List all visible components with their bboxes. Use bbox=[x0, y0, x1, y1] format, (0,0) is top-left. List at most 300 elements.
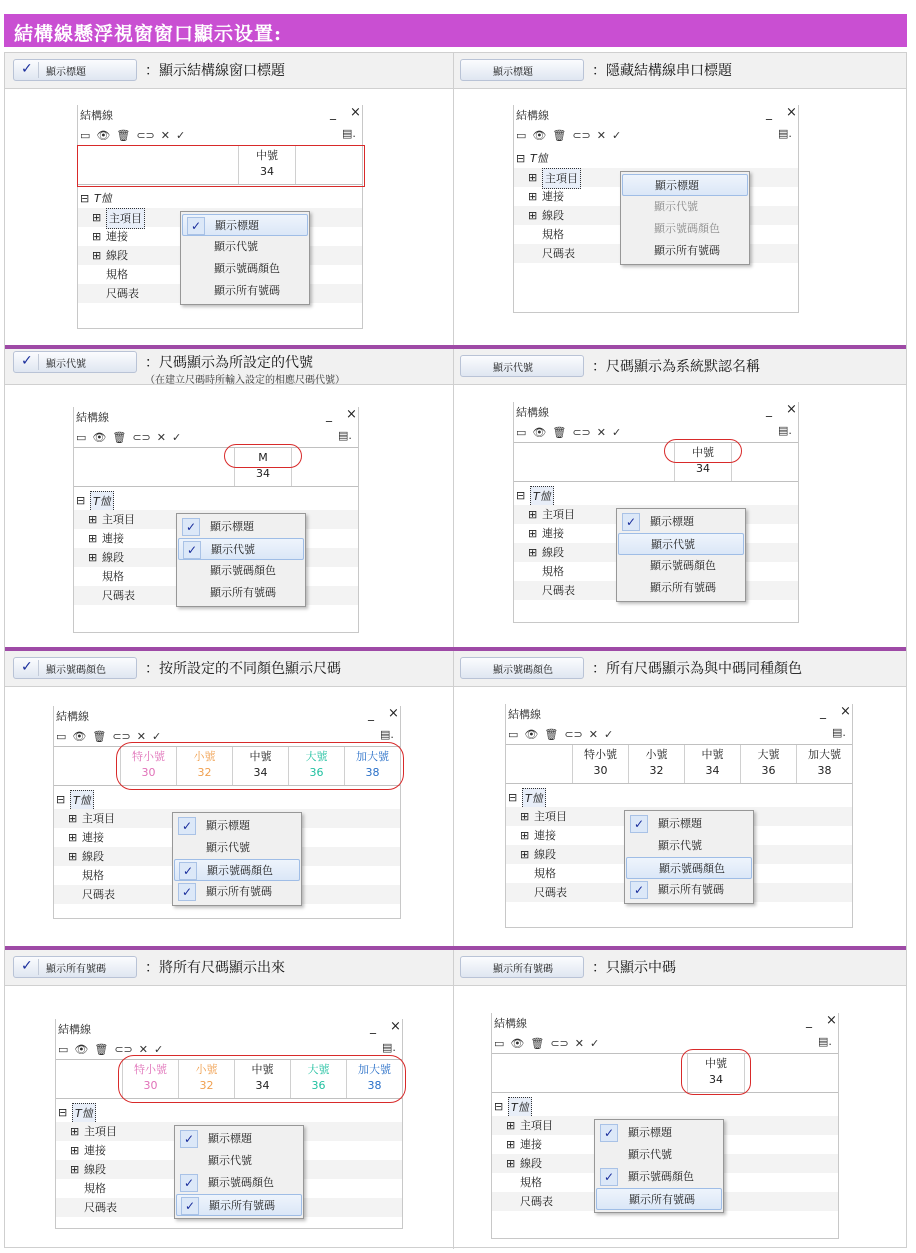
expand-icon[interactable]: ⊞ bbox=[68, 850, 78, 863]
eye-icon[interactable]: 👁 bbox=[74, 1042, 89, 1056]
expand-icon[interactable]: ⊞ bbox=[520, 810, 530, 823]
menu-item-label: 顯示號碼顏色 bbox=[207, 864, 273, 877]
option-subtext: （在建立尺碼時所輸入設定的相應尺碼代號） bbox=[145, 375, 345, 386]
size-value: 36 bbox=[311, 1079, 326, 1092]
menu-item-label: 顯示代號 bbox=[658, 839, 702, 852]
size-name: 特小號 bbox=[584, 748, 617, 761]
close-button[interactable]: × bbox=[786, 105, 797, 120]
menu-item-label: 顯示代號 bbox=[654, 200, 698, 213]
panel-toolbar bbox=[508, 726, 613, 742]
menu-item[interactable] bbox=[618, 555, 744, 577]
delete-icon[interactable]: 🗑 bbox=[530, 1036, 545, 1050]
panel-title: 結構線 bbox=[494, 1017, 527, 1030]
tree-item-label: 線段 bbox=[542, 209, 564, 222]
size-name: 中號 bbox=[701, 748, 724, 761]
link-icon[interactable]: ⊂⊃ bbox=[564, 727, 583, 741]
checkbox-button[interactable]: 顯示標題 bbox=[460, 59, 584, 81]
delete-icon[interactable]: 🗑 bbox=[94, 1042, 109, 1056]
menu-item[interactable] bbox=[626, 835, 752, 857]
expand-icon[interactable]: ⊞ bbox=[70, 1144, 80, 1157]
panel-title: 結構線 bbox=[76, 411, 109, 424]
tree-item-label: 主項目 bbox=[84, 1125, 117, 1138]
column-divider bbox=[453, 651, 454, 946]
expand-icon[interactable]: ⊞ bbox=[70, 1125, 80, 1138]
checkbox-button[interactable]: 顯示號碼顏色 bbox=[460, 657, 584, 679]
menu-item[interactable] bbox=[182, 280, 308, 302]
tree-root[interactable] bbox=[56, 1103, 402, 1122]
link-icon[interactable]: ⊂⊃ bbox=[114, 1042, 133, 1056]
collapse-icon[interactable]: ⊟ bbox=[508, 791, 518, 804]
context-menu bbox=[172, 812, 302, 906]
tree-root[interactable] bbox=[506, 788, 852, 807]
tree-root-label: T恤 bbox=[530, 486, 554, 507]
delete-icon[interactable]: 🗑 bbox=[552, 425, 567, 439]
structure-line-panel bbox=[73, 407, 359, 633]
option-left bbox=[13, 351, 313, 373]
expand-icon[interactable]: ⊞ bbox=[528, 190, 538, 203]
link-icon[interactable]: ⊂⊃ bbox=[132, 430, 151, 444]
minimize-button[interactable]: _ bbox=[370, 1020, 376, 1034]
option-left bbox=[13, 657, 341, 679]
tree-root[interactable] bbox=[74, 491, 358, 510]
tree-item-label: 線段 bbox=[106, 249, 128, 262]
size-name: 加大號 bbox=[358, 1063, 391, 1076]
tree-root[interactable] bbox=[492, 1097, 838, 1116]
expand-icon[interactable]: ⊞ bbox=[506, 1157, 516, 1170]
size-name: 小號 bbox=[645, 748, 668, 761]
minimize-button[interactable]: _ bbox=[330, 106, 336, 120]
expand-icon[interactable]: ⊞ bbox=[92, 249, 102, 262]
menu-item[interactable] bbox=[176, 1172, 302, 1194]
size-header bbox=[54, 746, 400, 786]
page-title: 結構線懸浮視窗窗口顯示设置: bbox=[4, 14, 907, 47]
size-column bbox=[290, 1060, 346, 1098]
eye-icon[interactable]: 👁 bbox=[510, 1036, 525, 1050]
checkbox-button[interactable]: ✓ 顯示代號 bbox=[13, 351, 137, 373]
panel-toolbar bbox=[80, 127, 185, 143]
size-column bbox=[288, 747, 344, 785]
size-column bbox=[234, 1060, 290, 1098]
menu-item[interactable] bbox=[178, 582, 304, 604]
tree-item-label: 線段 bbox=[520, 1157, 542, 1170]
close-icon[interactable]: ✕ bbox=[156, 430, 166, 444]
menu-item-label: 顯示標題 bbox=[215, 219, 259, 232]
expand-icon[interactable]: ⊞ bbox=[68, 812, 78, 825]
panel-menu-icon[interactable]: ▤. bbox=[380, 728, 394, 741]
menu-item-label: 顯示代號 bbox=[651, 538, 695, 551]
settings-section bbox=[5, 647, 906, 946]
panel-title: 結構線 bbox=[58, 1023, 91, 1036]
expand-icon[interactable]: ⊞ bbox=[528, 546, 538, 559]
close-button[interactable]: × bbox=[388, 706, 399, 721]
size-value: 30 bbox=[141, 766, 156, 779]
menu-item-label: 顯示標題 bbox=[628, 1126, 672, 1139]
size-column bbox=[796, 745, 852, 783]
expand-icon[interactable]: ⊞ bbox=[528, 209, 538, 222]
option-description: ：尺碼顯示為所設定的代號 bbox=[145, 355, 313, 371]
panel-title: 結構線 bbox=[516, 109, 549, 122]
size-value: 34 bbox=[255, 1079, 270, 1092]
minimize-button[interactable]: _ bbox=[766, 106, 772, 120]
menu-item-label: 顯示代號 bbox=[208, 1154, 252, 1167]
close-icon[interactable]: ✕ bbox=[596, 425, 606, 439]
tree-item-label: 規格 bbox=[542, 565, 564, 578]
check-icon[interactable]: ✓ bbox=[604, 727, 614, 741]
minimize-button[interactable]: _ bbox=[820, 705, 826, 719]
link-icon[interactable]: ⊂⊃ bbox=[136, 128, 155, 142]
menu-item-label: 顯示標題 bbox=[658, 817, 702, 830]
checkbox-button[interactable]: 顯示代號 bbox=[460, 355, 584, 377]
checkbox-button[interactable]: ✓ 顯示標題 bbox=[13, 59, 137, 81]
panel-menu-icon[interactable]: ▤. bbox=[342, 127, 356, 140]
size-value: 32 bbox=[197, 766, 212, 779]
check-icon: ✓ bbox=[187, 217, 205, 235]
tree-item-label: 主項目 bbox=[102, 513, 135, 526]
panel-toolbar bbox=[76, 429, 181, 445]
size-column-center bbox=[234, 448, 292, 486]
size-value: 30 bbox=[593, 764, 608, 777]
expand-icon[interactable]: ⊞ bbox=[520, 848, 530, 861]
size-value: 36 bbox=[761, 764, 776, 777]
menu-item[interactable] bbox=[596, 1166, 722, 1188]
menu-item[interactable] bbox=[174, 881, 300, 903]
expand-icon[interactable]: ⊞ bbox=[506, 1138, 516, 1151]
expand-icon[interactable]: ⊞ bbox=[92, 230, 102, 243]
menu-item[interactable] bbox=[626, 879, 752, 901]
close-button[interactable]: × bbox=[346, 407, 357, 422]
tree-item-label: 主項目 bbox=[542, 508, 575, 521]
tree-item-label: 規格 bbox=[84, 1182, 106, 1195]
expand-icon[interactable]: ⊞ bbox=[88, 513, 98, 526]
menu-item[interactable] bbox=[626, 813, 752, 835]
tree-root[interactable] bbox=[54, 790, 400, 809]
settings-grid bbox=[4, 52, 907, 1248]
minimize-button[interactable]: _ bbox=[806, 1014, 812, 1028]
structure-line-panel bbox=[505, 704, 853, 928]
list-icon[interactable]: ▭ bbox=[516, 425, 527, 439]
context-menu bbox=[594, 1119, 724, 1213]
menu-item[interactable] bbox=[182, 236, 308, 258]
size-name: 特小號 bbox=[134, 1063, 167, 1076]
menu-item[interactable] bbox=[174, 837, 300, 859]
check-icon: ✓ bbox=[181, 1197, 199, 1215]
menu-item[interactable] bbox=[182, 258, 308, 280]
size-column bbox=[572, 745, 628, 783]
size-header bbox=[506, 744, 852, 784]
structure-line-panel bbox=[53, 706, 401, 919]
panel-menu-icon[interactable]: ▤. bbox=[778, 424, 792, 437]
size-value: 38 bbox=[817, 764, 832, 777]
size-value: 30 bbox=[143, 1079, 158, 1092]
close-button[interactable]: × bbox=[826, 1013, 837, 1028]
panel-menu-icon[interactable]: ▤. bbox=[338, 429, 352, 442]
check-icon: ✓ bbox=[600, 1168, 618, 1186]
menu-item[interactable] bbox=[622, 196, 748, 218]
link-icon[interactable]: ⊂⊃ bbox=[550, 1036, 569, 1050]
list-icon[interactable]: ▭ bbox=[516, 128, 527, 142]
check-icon[interactable]: ✓ bbox=[176, 128, 186, 142]
tree-item-label: 連接 bbox=[542, 527, 564, 540]
option-right bbox=[460, 956, 676, 978]
settings-section bbox=[5, 946, 906, 1249]
close-icon[interactable]: ✕ bbox=[136, 729, 146, 743]
menu-item-label: 顯示所有號碼 bbox=[650, 581, 716, 594]
panel-title: 結構線 bbox=[508, 708, 541, 721]
menu-item[interactable] bbox=[596, 1144, 722, 1166]
panel-toolbar bbox=[494, 1035, 599, 1051]
option-left bbox=[13, 956, 285, 978]
close-icon[interactable]: ✕ bbox=[588, 727, 598, 741]
menu-item[interactable] bbox=[626, 857, 752, 879]
size-name: 特小號 bbox=[132, 750, 165, 763]
option-description: ：所有尺碼顯示為與中碼同種顏色 bbox=[592, 661, 802, 677]
structure-line-panel bbox=[491, 1013, 839, 1239]
tree-item-label: 連接 bbox=[102, 532, 124, 545]
panel-toolbar bbox=[516, 127, 621, 143]
eye-icon[interactable]: 👁 bbox=[524, 727, 539, 741]
tree-item-label: 線段 bbox=[82, 850, 104, 863]
menu-item[interactable] bbox=[618, 577, 744, 599]
checkbox-button[interactable]: ✓ 顯示所有號碼 bbox=[13, 956, 137, 978]
column-divider bbox=[453, 349, 454, 647]
collapse-icon[interactable]: ⊟ bbox=[56, 793, 66, 806]
expand-icon[interactable]: ⊞ bbox=[520, 829, 530, 842]
collapse-icon[interactable]: ⊟ bbox=[76, 494, 86, 507]
size-column bbox=[740, 745, 796, 783]
delete-icon[interactable]: 🗑 bbox=[116, 128, 131, 142]
link-icon[interactable]: ⊂⊃ bbox=[572, 128, 591, 142]
tree-item-label: 尺碼表 bbox=[102, 589, 135, 602]
option-right bbox=[460, 355, 760, 377]
size-name: M bbox=[258, 451, 268, 464]
size-header bbox=[56, 1059, 402, 1099]
size-column bbox=[120, 747, 176, 785]
size-value: 38 bbox=[365, 766, 380, 779]
check-icon[interactable]: ✓ bbox=[612, 128, 622, 142]
context-menu bbox=[624, 810, 754, 904]
expand-icon[interactable]: ⊞ bbox=[528, 508, 538, 521]
tree-item-label: 連接 bbox=[84, 1144, 106, 1157]
size-header bbox=[492, 1053, 838, 1093]
link-icon[interactable]: ⊂⊃ bbox=[572, 425, 591, 439]
menu-item-label: 顯示所有號碼 bbox=[654, 244, 720, 257]
menu-item[interactable] bbox=[596, 1122, 722, 1144]
panel-menu-icon[interactable]: ▤. bbox=[778, 127, 792, 140]
expand-icon[interactable]: ⊞ bbox=[88, 551, 98, 564]
menu-item[interactable] bbox=[174, 859, 300, 881]
menu-item[interactable] bbox=[176, 1128, 302, 1150]
tree-item-label: 線段 bbox=[102, 551, 124, 564]
minimize-button[interactable]: _ bbox=[326, 408, 332, 422]
option-right bbox=[460, 657, 802, 679]
check-icon: ✓ bbox=[179, 862, 197, 880]
size-header bbox=[74, 447, 358, 487]
delete-icon[interactable]: 🗑 bbox=[552, 128, 567, 142]
size-value: 34 bbox=[696, 462, 710, 475]
tree-item-label: 主項目 bbox=[520, 1119, 553, 1132]
tree-item-label: 主項目 bbox=[542, 168, 581, 189]
size-value: 34 bbox=[253, 766, 268, 779]
eye-icon[interactable]: 👁 bbox=[532, 425, 547, 439]
expand-icon[interactable]: ⊞ bbox=[88, 532, 98, 545]
close-button[interactable]: × bbox=[840, 704, 851, 719]
list-icon[interactable]: ▭ bbox=[80, 128, 91, 142]
option-description: ：只顯示中碼 bbox=[592, 960, 676, 976]
expand-icon[interactable]: ⊞ bbox=[70, 1163, 80, 1176]
menu-item[interactable] bbox=[178, 516, 304, 538]
delete-icon[interactable]: 🗑 bbox=[92, 729, 107, 743]
menu-item[interactable] bbox=[622, 240, 748, 262]
list-icon[interactable]: ▭ bbox=[56, 729, 67, 743]
menu-item-label: 顯示標題 bbox=[208, 1132, 252, 1145]
panel-menu-icon[interactable]: ▤. bbox=[832, 726, 846, 739]
delete-icon[interactable]: 🗑 bbox=[544, 727, 559, 741]
size-name: 中號 bbox=[256, 149, 278, 162]
menu-item-label: 顯示標題 bbox=[655, 179, 699, 192]
size-name: 中號 bbox=[251, 1063, 274, 1076]
menu-item[interactable] bbox=[178, 560, 304, 582]
minimize-button[interactable]: _ bbox=[368, 707, 374, 721]
check-icon[interactable]: ✓ bbox=[590, 1036, 600, 1050]
panel-menu-icon[interactable]: ▤. bbox=[382, 1041, 396, 1054]
panel-toolbar bbox=[516, 424, 621, 440]
context-menu bbox=[620, 171, 750, 265]
size-name: 加大號 bbox=[808, 748, 841, 761]
check-icon[interactable]: ✓ bbox=[612, 425, 622, 439]
option-description: ：將所有尺碼顯示出來 bbox=[145, 960, 285, 976]
tree-root-label: T恤 bbox=[90, 491, 114, 512]
check-icon[interactable]: ✓ bbox=[152, 729, 162, 743]
menu-item[interactable] bbox=[176, 1194, 302, 1216]
delete-icon[interactable]: 🗑 bbox=[112, 430, 127, 444]
expand-icon[interactable]: ⊞ bbox=[528, 171, 538, 184]
tree-item-label: 尺碼表 bbox=[542, 247, 575, 260]
expand-icon[interactable]: ⊞ bbox=[506, 1119, 516, 1132]
menu-item-label: 顯示標題 bbox=[210, 520, 254, 533]
size-value: 36 bbox=[309, 766, 324, 779]
context-menu bbox=[616, 508, 746, 602]
tree-item-label: 尺碼表 bbox=[82, 888, 115, 901]
menu-item-label: 顯示代號 bbox=[211, 543, 255, 556]
tree-item-label: 規格 bbox=[520, 1176, 542, 1189]
eye-icon[interactable]: 👁 bbox=[96, 128, 111, 142]
list-icon[interactable]: ▭ bbox=[58, 1042, 69, 1056]
size-value: 34 bbox=[260, 165, 274, 178]
size-value: 34 bbox=[709, 1073, 723, 1086]
option-description: ：尺碼顯示為系統默認名稱 bbox=[592, 359, 760, 375]
menu-item[interactable] bbox=[622, 174, 748, 196]
menu-item-label: 顯示代號 bbox=[628, 1148, 672, 1161]
menu-item[interactable] bbox=[176, 1150, 302, 1172]
structure-line-panel bbox=[513, 402, 799, 623]
expand-icon[interactable]: ⊞ bbox=[528, 527, 538, 540]
minimize-button[interactable]: _ bbox=[766, 403, 772, 417]
close-icon[interactable]: ✕ bbox=[574, 1036, 584, 1050]
collapse-icon[interactable]: ⊟ bbox=[516, 152, 526, 165]
menu-item[interactable] bbox=[596, 1188, 722, 1210]
menu-item-label: 顯示號碼顏色 bbox=[210, 564, 276, 577]
checkbox-button[interactable]: 顯示所有號碼 bbox=[460, 956, 584, 978]
menu-item[interactable] bbox=[174, 815, 300, 837]
panel-menu-icon[interactable]: ▤. bbox=[818, 1035, 832, 1048]
check-icon[interactable]: ✓ bbox=[154, 1042, 164, 1056]
size-column bbox=[344, 747, 400, 785]
menu-item-label: 顯示號碼顏色 bbox=[659, 862, 725, 875]
menu-item-label: 顯示標題 bbox=[206, 819, 250, 832]
close-button[interactable]: × bbox=[350, 105, 361, 120]
expand-icon[interactable]: ⊞ bbox=[68, 831, 78, 844]
option-description: ：按所設定的不同顏色顯示尺碼 bbox=[145, 661, 341, 677]
check-icon: ✓ bbox=[182, 518, 200, 536]
menu-item-label: 顯示所有號碼 bbox=[209, 1199, 275, 1212]
close-icon[interactable]: ✕ bbox=[160, 128, 170, 142]
eye-icon[interactable]: 👁 bbox=[532, 128, 547, 142]
check-icon[interactable]: ✓ bbox=[172, 430, 182, 444]
menu-item[interactable] bbox=[622, 218, 748, 240]
close-button[interactable]: × bbox=[786, 402, 797, 417]
size-name: 大號 bbox=[305, 750, 328, 763]
menu-item-label: 顯示號碼顏色 bbox=[208, 1176, 274, 1189]
menu-item[interactable] bbox=[618, 511, 744, 533]
collapse-icon[interactable]: ⊟ bbox=[516, 489, 526, 502]
tree-item-label: 尺碼表 bbox=[84, 1201, 117, 1214]
expand-icon[interactable]: ⊞ bbox=[92, 211, 102, 224]
eye-icon[interactable]: 👁 bbox=[72, 729, 87, 743]
check-icon: ✓ bbox=[180, 1174, 198, 1192]
list-icon[interactable]: ▭ bbox=[508, 727, 519, 741]
menu-item-label: 顯示號碼顏色 bbox=[650, 559, 716, 572]
menu-item[interactable] bbox=[182, 214, 308, 236]
menu-item-label: 顯示所有號碼 bbox=[214, 284, 280, 297]
settings-section bbox=[5, 53, 906, 345]
menu-item-label: 顯示所有號碼 bbox=[629, 1193, 695, 1206]
close-button[interactable]: × bbox=[390, 1019, 401, 1034]
collapse-icon[interactable]: ⊟ bbox=[80, 192, 90, 205]
tree-root[interactable] bbox=[514, 486, 798, 505]
context-menu bbox=[176, 513, 306, 607]
size-name: 大號 bbox=[307, 1063, 330, 1076]
tree-item-label: 線段 bbox=[542, 546, 564, 559]
menu-item[interactable] bbox=[618, 533, 744, 555]
size-name: 中號 bbox=[249, 750, 272, 763]
check-icon: ✓ bbox=[183, 541, 201, 559]
size-column bbox=[122, 1060, 178, 1098]
eye-icon[interactable]: 👁 bbox=[92, 430, 107, 444]
list-icon[interactable]: ▭ bbox=[494, 1036, 505, 1050]
size-name: 中號 bbox=[692, 446, 714, 459]
menu-item-label: 顯示所有號碼 bbox=[210, 586, 276, 599]
tree-root[interactable] bbox=[514, 149, 798, 168]
list-icon[interactable]: ▭ bbox=[76, 430, 87, 444]
tree-item-label: 連接 bbox=[542, 190, 564, 203]
close-icon[interactable]: ✕ bbox=[596, 128, 606, 142]
link-icon[interactable]: ⊂⊃ bbox=[112, 729, 131, 743]
close-icon[interactable]: ✕ bbox=[138, 1042, 148, 1056]
tree-root[interactable] bbox=[78, 189, 362, 208]
context-menu bbox=[174, 1125, 304, 1219]
menu-item[interactable] bbox=[178, 538, 304, 560]
tree-item-label: 尺碼表 bbox=[106, 287, 139, 300]
menu-item-label: 顯示所有號碼 bbox=[206, 885, 272, 898]
collapse-icon[interactable]: ⊟ bbox=[58, 1106, 68, 1119]
tree-item-label: 主項目 bbox=[82, 812, 115, 825]
settings-section bbox=[5, 345, 906, 647]
collapse-icon[interactable]: ⊟ bbox=[494, 1100, 504, 1113]
checkbox-button[interactable]: ✓ 顯示號碼顏色 bbox=[13, 657, 137, 679]
tree-item-label: 規格 bbox=[534, 867, 556, 880]
structure-line-panel bbox=[55, 1019, 403, 1229]
check-icon: ✓ bbox=[600, 1124, 618, 1142]
